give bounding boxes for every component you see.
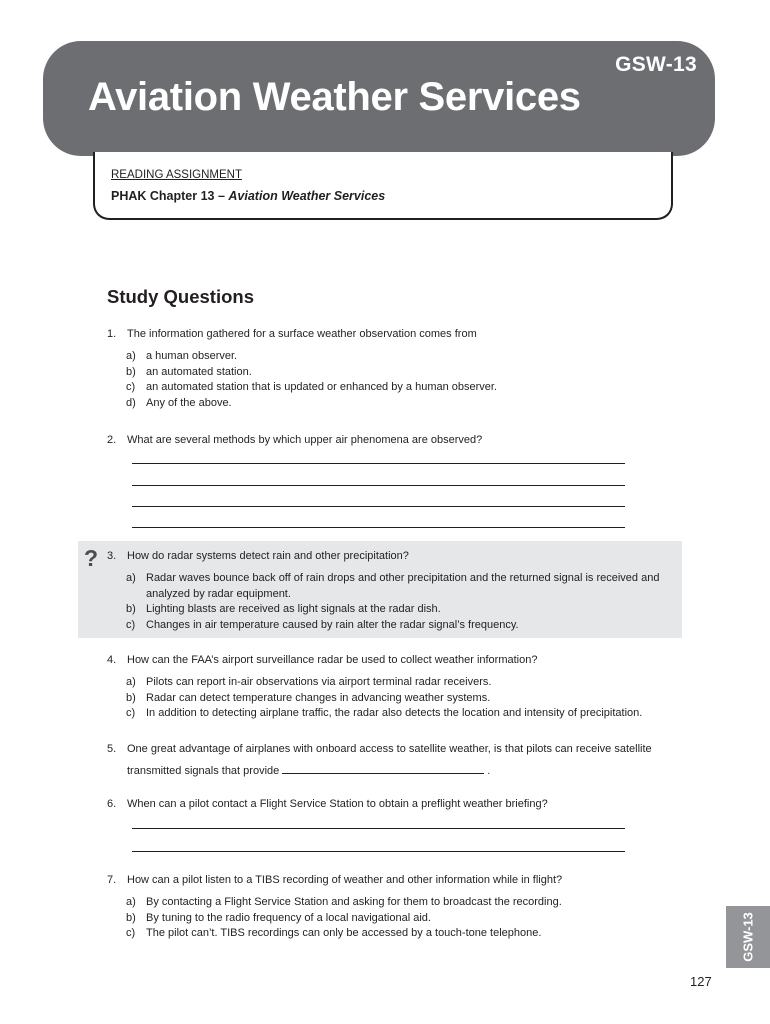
option-letter: c) <box>126 618 136 631</box>
option-letter: b) <box>126 365 136 378</box>
answer-option[interactable] <box>126 571 674 602</box>
option-text: By tuning to the radio frequency of a local navigational aid. <box>146 911 431 924</box>
option-text: Radar can detect temperature changes in advancing weather systems. <box>146 691 491 704</box>
question-number: 1. <box>107 328 117 340</box>
option-letter: d) <box>126 396 136 409</box>
answer-line[interactable] <box>132 828 625 829</box>
question-text: What are several methods by which upper air phenomena are observed? <box>127 434 483 446</box>
option-text: Pilots can report in-air observations via airport terminal radar receivers. <box>146 676 492 688</box>
option-letter: c) <box>126 381 136 393</box>
chapter-prefix: PHAK Chapter 13 – <box>111 189 229 203</box>
answer-line[interactable] <box>132 506 625 507</box>
answer-option[interactable] <box>126 706 706 722</box>
answer-option[interactable] <box>126 911 686 927</box>
option-text: Lighting blasts are received as light signals at the radar dish. <box>146 603 441 615</box>
question-number: 7. <box>107 874 117 886</box>
chapter-ref-title: Aviation Weather Services <box>228 189 386 203</box>
chapter-title: Aviation Weather Services <box>88 75 581 119</box>
answer-line[interactable] <box>132 463 625 464</box>
answer-option[interactable] <box>126 618 674 634</box>
question-text-continued: transmitted signals that provide <box>127 765 280 777</box>
option-text: Radar waves bounce back off of rain drops and other precipitation and the returned signal is received and analyzed by radar equipment. <box>146 572 660 600</box>
option-text: By contacting a Flight Service Station and asking for them to broadcast the recording. <box>146 896 562 908</box>
option-letter: c) <box>126 707 136 719</box>
fill-in-blank[interactable] <box>282 763 484 774</box>
answer-option[interactable] <box>126 926 686 942</box>
option-letter: a) <box>126 350 136 362</box>
question-number: 3. <box>107 550 117 562</box>
question-3-options <box>126 571 674 633</box>
answer-option[interactable] <box>126 602 674 618</box>
answer-option[interactable] <box>126 396 686 412</box>
reading-assignment-chapter <box>111 189 385 203</box>
option-letter: a) <box>126 676 136 688</box>
option-text: an automated station. <box>146 365 252 378</box>
chapter-header <box>43 41 715 156</box>
side-tab-label: GSW-13 <box>740 912 756 962</box>
option-letter: b) <box>126 603 136 615</box>
option-text: an automated station that is updated or enhanced by a human observer. <box>146 381 498 393</box>
question-7-options <box>126 895 686 942</box>
answer-line[interactable] <box>132 485 625 486</box>
question-text: The information gathered for a surface weather observation comes from <box>127 328 477 340</box>
question-number: 5. <box>107 743 117 755</box>
option-text: a human observer. <box>146 350 238 362</box>
question-text: One great advantage of airplanes with onboard access to satellite weather, is that pilots can receive satellite <box>127 743 652 755</box>
option-text: The pilot can’t. TIBS recordings can only be accessed by a touch-tone telephone. <box>146 927 542 939</box>
question-text: How can a pilot listen to a TIBS recording of weather and other information while in flight? <box>127 874 563 886</box>
question-text-end: . <box>487 765 491 777</box>
answer-option[interactable] <box>126 365 686 381</box>
option-text: Any of the above. <box>146 396 232 409</box>
question-5-continuation <box>127 763 490 779</box>
question-number: 6. <box>107 798 117 810</box>
answer-option[interactable] <box>126 675 706 691</box>
question-text: How do radar systems detect rain and other precipitation? <box>127 550 409 562</box>
answer-line[interactable] <box>132 527 625 528</box>
question-number: 4. <box>107 654 117 666</box>
answer-line[interactable] <box>132 851 625 852</box>
answer-option[interactable] <box>126 691 706 707</box>
option-text: In addition to detecting airplane traffic, the radar also detects the location and intensity of precipitation. <box>146 707 643 719</box>
option-text: Changes in air temperature caused by rain alter the radar signal’s frequency. <box>146 618 519 631</box>
option-letter: b) <box>126 911 136 924</box>
question-4-options <box>126 675 706 722</box>
reading-assignment-box <box>93 152 673 220</box>
answer-option[interactable] <box>126 349 686 365</box>
option-letter: b) <box>126 691 136 704</box>
answer-option[interactable] <box>126 895 686 911</box>
question-mark-icon: ? <box>84 545 99 571</box>
question-text: How can the FAA’s airport surveillance radar be used to collect weather information? <box>127 654 538 666</box>
option-letter: a) <box>126 896 136 908</box>
section-title: Study Questions <box>107 286 254 307</box>
answer-option[interactable] <box>126 380 686 396</box>
option-letter: c) <box>126 927 136 939</box>
question-text: When can a pilot contact a Flight Service Station to obtain a preflight weather briefing? <box>127 798 548 810</box>
side-chapter-tab <box>726 906 770 968</box>
question-1-options <box>126 349 686 411</box>
question-number: 2. <box>107 434 117 446</box>
option-letter: a) <box>126 572 136 584</box>
chapter-code: GSW-13 <box>615 53 697 76</box>
reading-assignment-label: READING ASSIGNMENT <box>111 169 242 181</box>
page-number: 127 <box>690 974 712 989</box>
